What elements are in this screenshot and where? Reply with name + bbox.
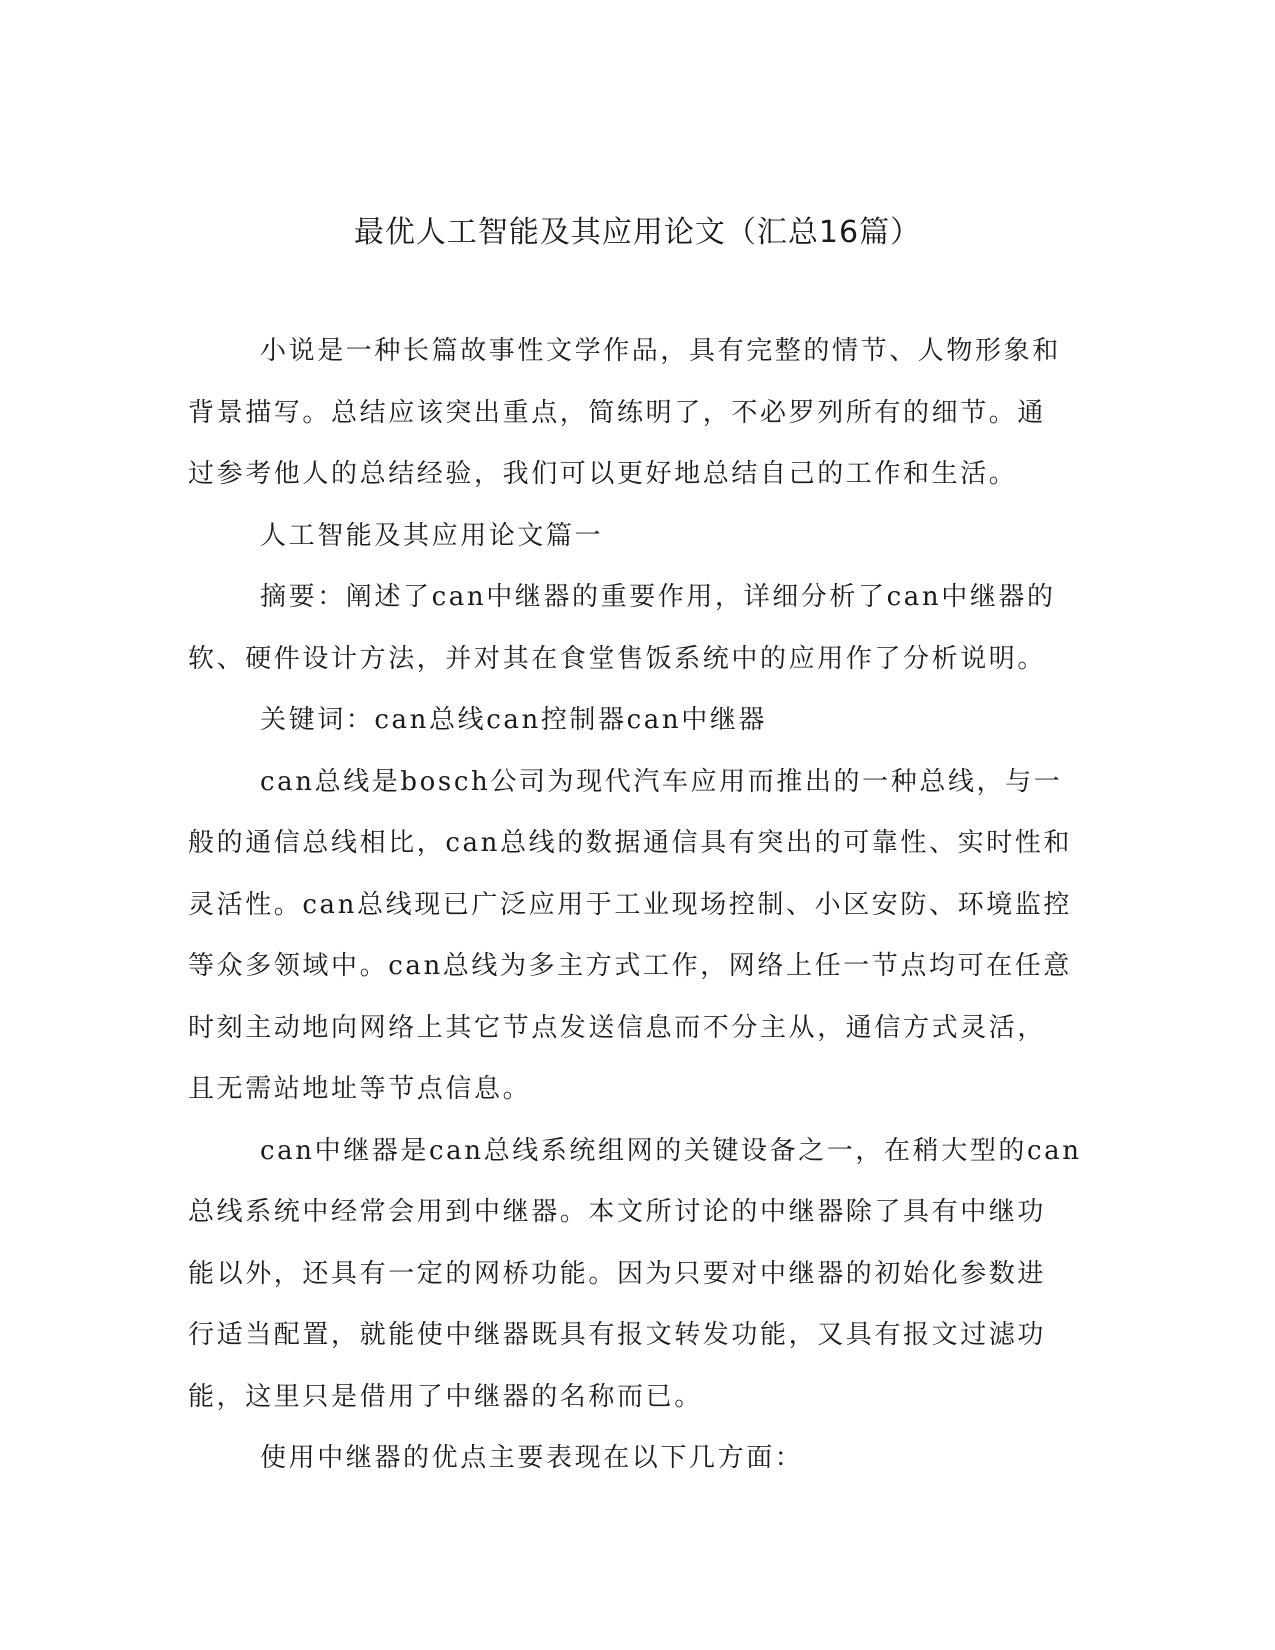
- text-line: 行适当配置，就能使中继器既具有报文转发功能，又具有报文过滤功: [188, 1320, 1047, 1350]
- text-line: 使用中继器的优点主要表现在以下几方面：: [260, 1443, 804, 1473]
- text-line: 灵活性。can总线现已广泛应用于工业现场控制、小区安防、环境监控: [188, 889, 1073, 920]
- text-line: 总线系统中经常会用到中继器。本文所讨论的中继器除了具有中继功: [188, 1197, 1047, 1227]
- text-line: 人工智能及其应用论文篇一: [260, 520, 604, 551]
- text-line: 小说是一种长篇故事性文学作品，具有完整的情节、人物形象和: [260, 336, 1061, 366]
- document-body: [188, 321, 1083, 1490]
- text-line: 能以外，还具有一定的网桥功能。因为只要对中继器的初始化参数进: [188, 1258, 1047, 1289]
- text-line: 背景描写。总结应该突出重点，简练明了，不必罗列所有的细节。通: [188, 397, 1047, 428]
- text-line: 软、硬件设计方法，并对其在食堂售饭系统中的应用作了分析说明。: [188, 643, 1047, 674]
- text-line: 关键词：can总线can控制器can中继器: [260, 705, 768, 735]
- text-line: 且无需站地址等节点信息。: [188, 1074, 532, 1104]
- text-line: 能，这里只是借用了中继器的名称而已。: [188, 1381, 703, 1412]
- text-line: 摘要：阐述了can中继器的重要作用，详细分析了can中继器的: [260, 582, 1056, 612]
- text-line: 等众多领域中。can总线为多主方式工作，网络上任一节点均可在任意: [188, 951, 1073, 981]
- document-title: 最优人工智能及其应用论文（汇总16篇）: [353, 215, 922, 250]
- text-line: can总线是bosch公司为现代汽车应用而推出的一种总线，与一: [260, 766, 1063, 797]
- text-line: 时刻主动地向网络上其它节点发送信息而不分主从，通信方式灵活，: [188, 1012, 1047, 1043]
- text-line: can中继器是can总线系统组网的关键设备之一，在稍大型的can: [260, 1135, 1082, 1166]
- text-line: 般的通信总线相比，can总线的数据通信具有突出的可靠性、实时性和: [188, 828, 1073, 858]
- text-line: 过参考他人的总结经验，我们可以更好地总结自己的工作和生活。: [188, 459, 1018, 489]
